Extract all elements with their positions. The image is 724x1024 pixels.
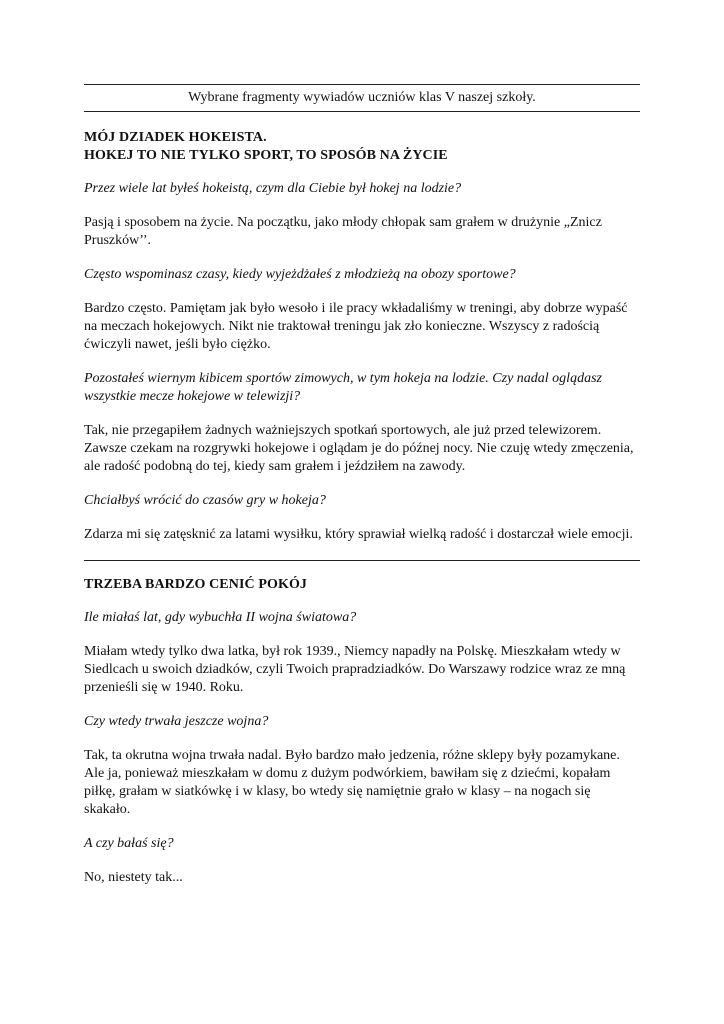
interview-hockey	[84, 129, 640, 544]
document-title: Wybrane fragmenty wywiadów uczniów klas V naszej szkoły.	[188, 90, 536, 105]
interview-peace-heading: TRZEBA BARDZO CENIĆ POKÓJ	[84, 577, 308, 592]
question: Chciałbyś wrócić do czasów gry w hokeja?	[84, 493, 326, 508]
interview-peace	[84, 576, 640, 887]
question: A czy bałaś się?	[84, 836, 174, 851]
answer: Tak, nie przegapiłem żadnych ważniejszych spotkań sportowych, ale już przed telewizorem. Zawsze czekam na rozgrywki hokejowe i oglądam je do późnej nocy. Nie czuję wtedy zmęczenia, ale radość podobną do tej, kiedy sam grałem i jeździłem na zawody.	[84, 423, 634, 474]
question: Często wspominasz czasy, kiedy wyjeżdżałeś z młodzieżą na obozy sportowe?	[84, 267, 516, 282]
answer: Pasją i sposobem na życie. Na początku, jako młody chłopak sam grałem w drużynie „Znicz Pruszków’’.	[84, 215, 602, 248]
document-page	[84, 84, 640, 887]
question: Przez wiele lat byłeś hokeistą, czym dla Ciebie był hokej na lodzie?	[84, 181, 462, 196]
answer: No, niestety tak...	[84, 870, 183, 885]
answer: Bardzo często. Pamiętam jak było wesoło i ile pracy wkładaliśmy w treningi, aby dobrze wypaść na meczach hokejowych. Nikt nie traktował treningu jak zło konieczne. Wszyscy z radością ćwiczyli nawet, jeśli było ciężko.	[84, 301, 628, 352]
answer: Miałam wtedy tylko dwa latka, był rok 1939., Niemcy napadły na Polskę. Mieszkałam wtedy w Siedlcach u swoich dziadków, czyli Twoich prapradziadków. Do Warszawy rodzice wraz ze mną przenieśli się w 1940. Roku.	[84, 644, 626, 695]
question: Pozostałeś wiernym kibicem sportów zimowych, w tym hokeja na lodzie. Czy nadal oglądasz wszystkie mecze hokejowe w telewizji?	[84, 371, 602, 404]
section-divider	[84, 560, 640, 561]
interview-hockey-heading-2: HOKEJ TO NIE TYLKO SPORT, TO SPOSÓB NA ŻYCIE	[84, 148, 448, 163]
answer: Zdarza mi się zatęsknić za latami wysiłku, który sprawiał wielką radość i dostarczał wiele emocji.	[84, 527, 633, 542]
question: Czy wtedy trwała jeszcze wojna?	[84, 714, 269, 729]
interview-hockey-heading-1: MÓJ DZIADEK HOKEISTA.	[84, 130, 267, 145]
title-rule	[84, 111, 640, 112]
answer: Tak, ta okrutna wojna trwała nadal. Było bardzo mało jedzenia, różne sklepy były pozamykane. Ale ja, ponieważ mieszkałam w domu z dużym podwórkiem, bawiłam się z dziećmi, kopałam piłkę, grałam w siatkówkę i w klasy, bo wtedy się namiętnie grało w klasy – na nogach się skakało.	[84, 748, 620, 817]
question: Ile miałaś lat, gdy wybuchła II wojna światowa?	[84, 610, 357, 625]
